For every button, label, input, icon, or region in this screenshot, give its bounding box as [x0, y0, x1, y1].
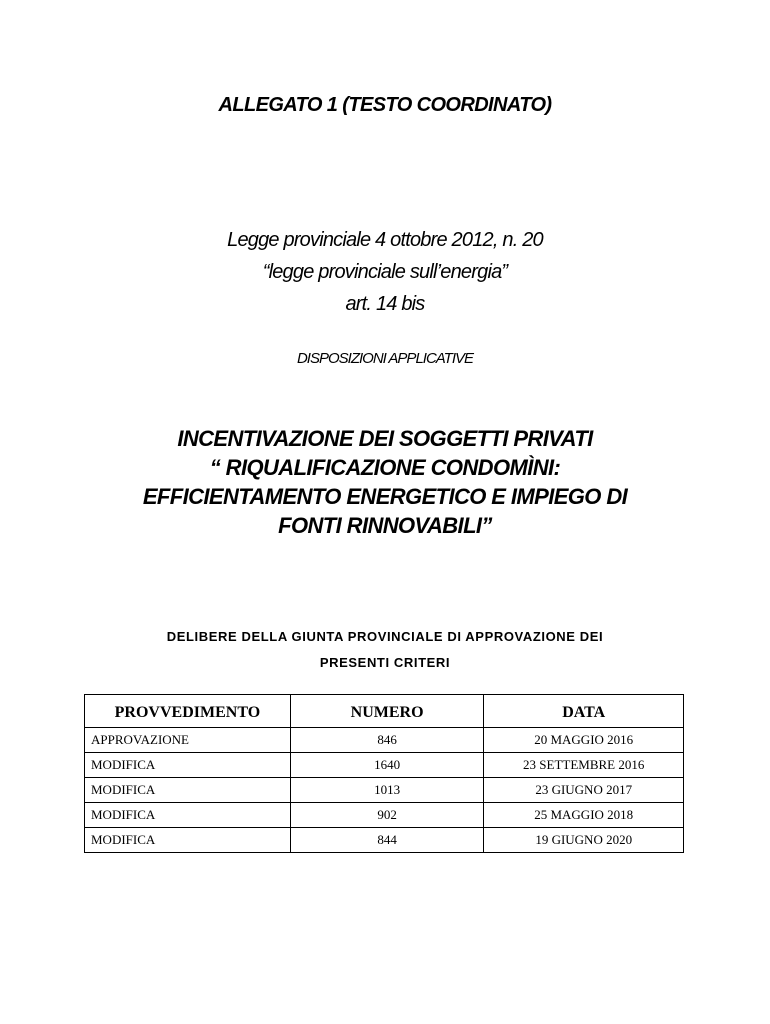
cell-data: 23 GIUGNO 2017: [484, 778, 684, 803]
law-reference: [0, 224, 770, 320]
table-row: [85, 778, 684, 803]
cell-data: 23 SETTEMBRE 2016: [484, 753, 684, 778]
cell-data: 19 GIUGNO 2020: [484, 828, 684, 853]
column-header-numero: NUMERO: [290, 695, 484, 728]
law-article: art. 14 bis: [345, 293, 425, 315]
table-caption-line: DELIBERE DELLA GIUNTA PROVINCIALE DI APPROVAZIONE DEI: [166, 629, 604, 644]
cell-numero: 846: [290, 728, 484, 753]
table-header-row: [85, 695, 684, 728]
cell-numero: 1013: [290, 778, 484, 803]
cell-provvedimento: MODIFICA: [85, 828, 291, 853]
cell-numero: 902: [290, 803, 484, 828]
subheading: DISPOSIZIONI APPLICATIVE: [296, 350, 474, 367]
cell-provvedimento: APPROVAZIONE: [85, 728, 291, 753]
main-title-line: INCENTIVAZIONE DEI SOGGETTI PRIVATI: [177, 426, 593, 451]
main-title-line: FONTI RINNOVABILI”: [278, 513, 492, 538]
table-caption: [120, 624, 650, 676]
column-header-provvedimento: PROVVEDIMENTO: [85, 695, 291, 728]
table-row: [85, 728, 684, 753]
law-title: Legge provinciale 4 ottobre 2012, n. 20: [227, 229, 543, 251]
main-title: [90, 424, 680, 540]
cell-provvedimento: MODIFICA: [85, 778, 291, 803]
cell-numero: 1640: [290, 753, 484, 778]
cell-provvedimento: MODIFICA: [85, 803, 291, 828]
cell-provvedimento: MODIFICA: [85, 753, 291, 778]
resolutions-table: [84, 694, 684, 853]
cell-data: 20 MAGGIO 2016: [484, 728, 684, 753]
table-row: [85, 803, 684, 828]
table-row: [85, 753, 684, 778]
law-short-name: “legge provinciale sull’energia”: [262, 261, 508, 283]
table-caption-line: PRESENTI CRITERI: [319, 655, 451, 670]
document-heading: ALLEGATO 1 (TESTO COORDINATO): [218, 94, 552, 116]
cell-numero: 844: [290, 828, 484, 853]
main-title-line: EFFICIENTAMENTO ENERGETICO E IMPIEGO DI: [142, 484, 628, 509]
table-row: [85, 828, 684, 853]
cell-data: 25 MAGGIO 2018: [484, 803, 684, 828]
main-title-line: “ RIQUALIFICAZIONE CONDOMÌNI:: [209, 455, 561, 480]
column-header-data: DATA: [484, 695, 684, 728]
